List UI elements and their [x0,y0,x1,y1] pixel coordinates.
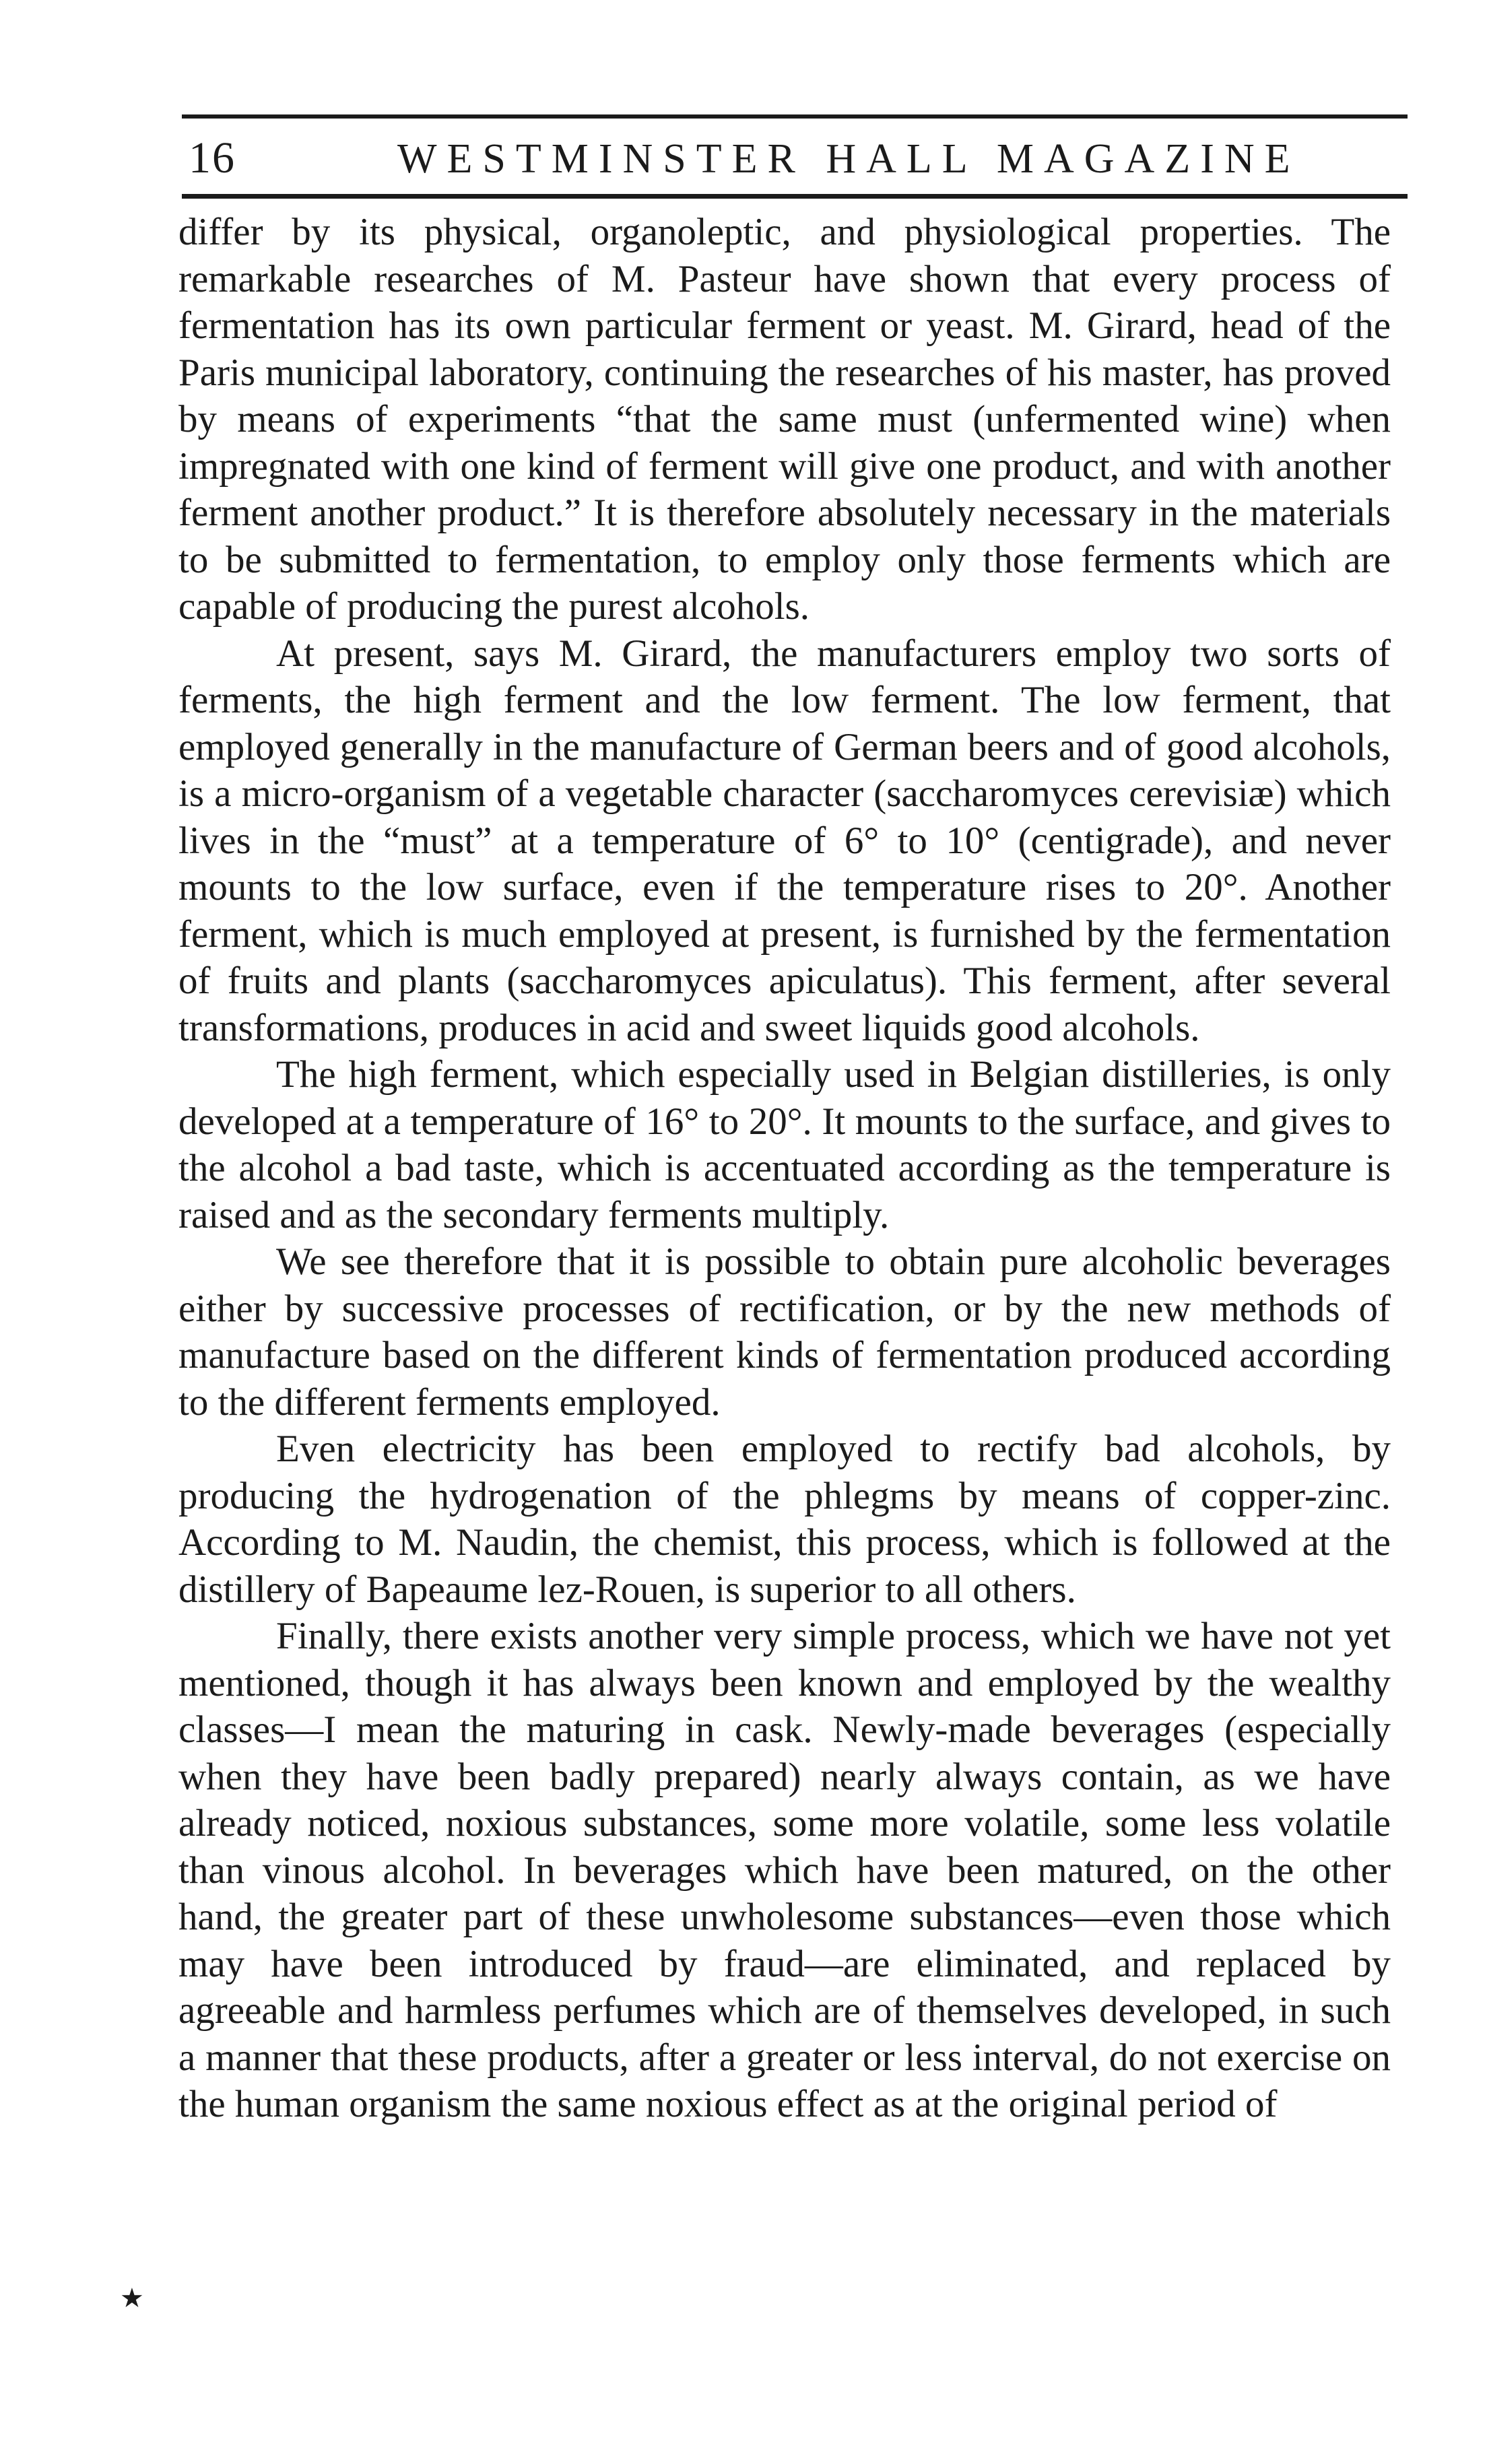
paragraph-5: Even electricity has been employed to rectify bad alcohols, by producing the hydrogenation of the phlegms by means of copper-zinc. According to M. Naudin, the chemist, this process, which is followed at the distillery of Bapeaume lez-Rouen, is superior to all others. [178,1428,1391,1611]
page-header [182,114,1408,202]
page-number: 16 [189,133,236,182]
running-title: WESTMINSTER HALL MAGAZINE [397,136,1300,182]
paragraph-4: We see therefore that it is possible to obtain pure alcoholic beverages either by successive processes of rectification, or by the new methods of manufacture based on the different kinds of fermentation produced according to the different ferments employed. [178,1240,1391,1424]
paragraph-3: The high ferment, which especially used in Belgian distilleries, is only developed at a temperature of 16° to 20°. It mounts to the surface, and gives to the alcohol a bad taste, which is accentuated according as the temperature is raised and as the secondary ferments multiply. [178,1053,1391,1236]
margin-mark-icon: ★ [120,2283,144,2313]
article-body [178,209,1391,2128]
header-bottom-rule [182,194,1408,199]
paragraph-2: At present, says M. Girard, the manufacturers employ two sorts of ferments, the high ferment and the low ferment. The low ferment, that employed generally in the manufacture of German beers and of good alcohols, is a micro-organism of a vegetable character (saccharomyces cerevisiæ) which lives in the “must” at a temperature of 6° to 10° (centigrade), and never mounts to the low surface, even if the temperature rises to 20°. Another ferment, which is much employed at present, is furnished by the fermentation of fruits and plants (saccharomyces apiculatus). This ferment, after several transformations, produces in acid and sweet liquids good alcohols. [178,632,1391,1049]
paragraph-1: differ by its physical, organoleptic, and physiological properties. The remarkable researches of M. Pasteur have shown that every process of fermentation has its own particular ferment or yeast. M. Girard, head of the Paris municipal laboratory, continuing the researches of his master, has proved by means of experiments “that the same must (unfermented wine) when impregnated with one kind of ferment will give one product, and with another ferment another product.” It is therefore absolutely necessary in the materials to be submitted to fermentation, to employ only those ferments which are capable of producing the purest alcohols. [178,211,1391,628]
paragraph-6: Finally, there exists another very simple process, which we have not yet mentioned, though it has always been known and employed by the wealthy classes—I mean the maturing in cask. Newly-made beverages (especially when they have been badly prepared) nearly always contain, as we have already noticed, noxious substances, some more volatile, some less volatile than vinous alcohol. In beverages which have been matured, on the other hand, the greater part of these unwholesome substances—even those which may have been introduced by fraud—are eliminated, and replaced by agreeable and harmless perfumes which are of themselves developed, in such a manner that these products, after a greater or less interval, do not exercise on the human organism the same noxious effect as at the original period of [178,1615,1391,2125]
header-top-rule [182,114,1408,119]
